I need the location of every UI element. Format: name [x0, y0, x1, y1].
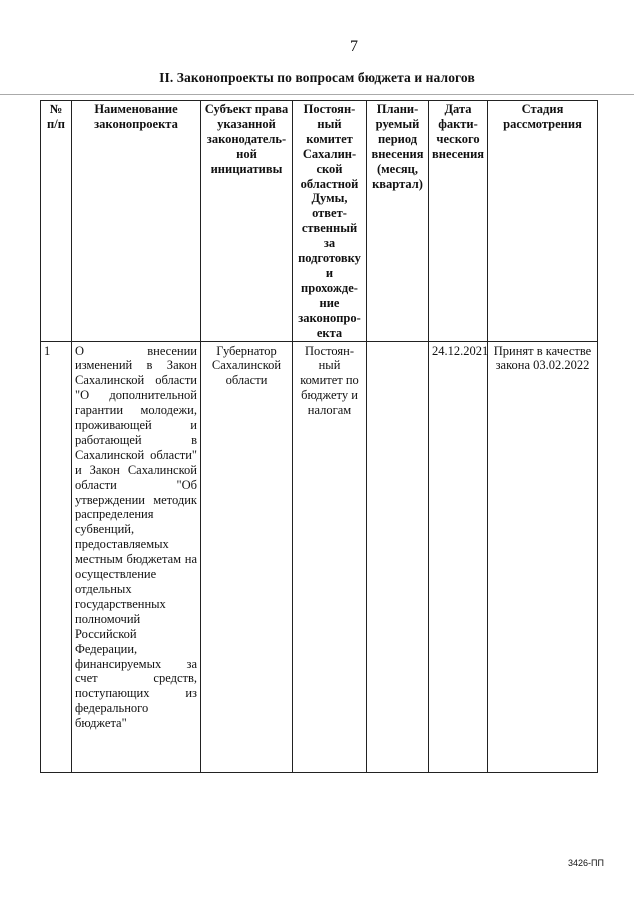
header-initiator: Субъект права указанной законодатель-ной инициативы: [201, 101, 293, 342]
row-committee: Постоян-ный комитет по бюджету и налогам: [293, 341, 367, 772]
document-code: 3426-ПП: [568, 858, 604, 868]
header-planned-period: Плани-руемый период внесения (месяц, квартал): [367, 101, 429, 342]
table-header-row: [41, 101, 598, 342]
header-stage: Стадия рассмотрения: [488, 101, 598, 342]
bills-table: [40, 100, 598, 773]
row-number: 1: [41, 341, 72, 772]
header-actual-date: Дата факти-ческого внесения: [429, 101, 488, 342]
header-bill-name: Наименование законопроекта: [72, 101, 201, 342]
table-row: [41, 341, 598, 772]
row-bill-name: О внесении изменений в Закон Сахалинской области "О дополнительной гарантии молодежи, проживающей и работающей в Сахалинской области" и Закон Сахалинской области "Об утверждении методик распределения субвенций, предоставляемых местным бюджетам на осуществление отдельных государственных полномочий Российской Федерации, финансируемых за счет средств, поступающих из федерального бюджета": [72, 341, 201, 772]
row-stage: Принят в качестве закона 03.02.2022: [488, 341, 598, 772]
row-actual-date: 24.12.2021: [429, 341, 488, 772]
header-number: № п/п: [41, 101, 72, 342]
header-committee: Постоян-ный комитет Сахалин-ской областной Думы, ответ-ственный за подготовку и прохожде-ние законопро-екта: [293, 101, 367, 342]
section-title: II. Законопроекты по вопросам бюджета и налогов: [159, 70, 475, 85]
row-planned-period: [367, 341, 429, 772]
page-number: 7: [350, 38, 358, 55]
header-divider: [0, 94, 634, 95]
row-initiator: Губернатор Сахалинской области: [201, 341, 293, 772]
